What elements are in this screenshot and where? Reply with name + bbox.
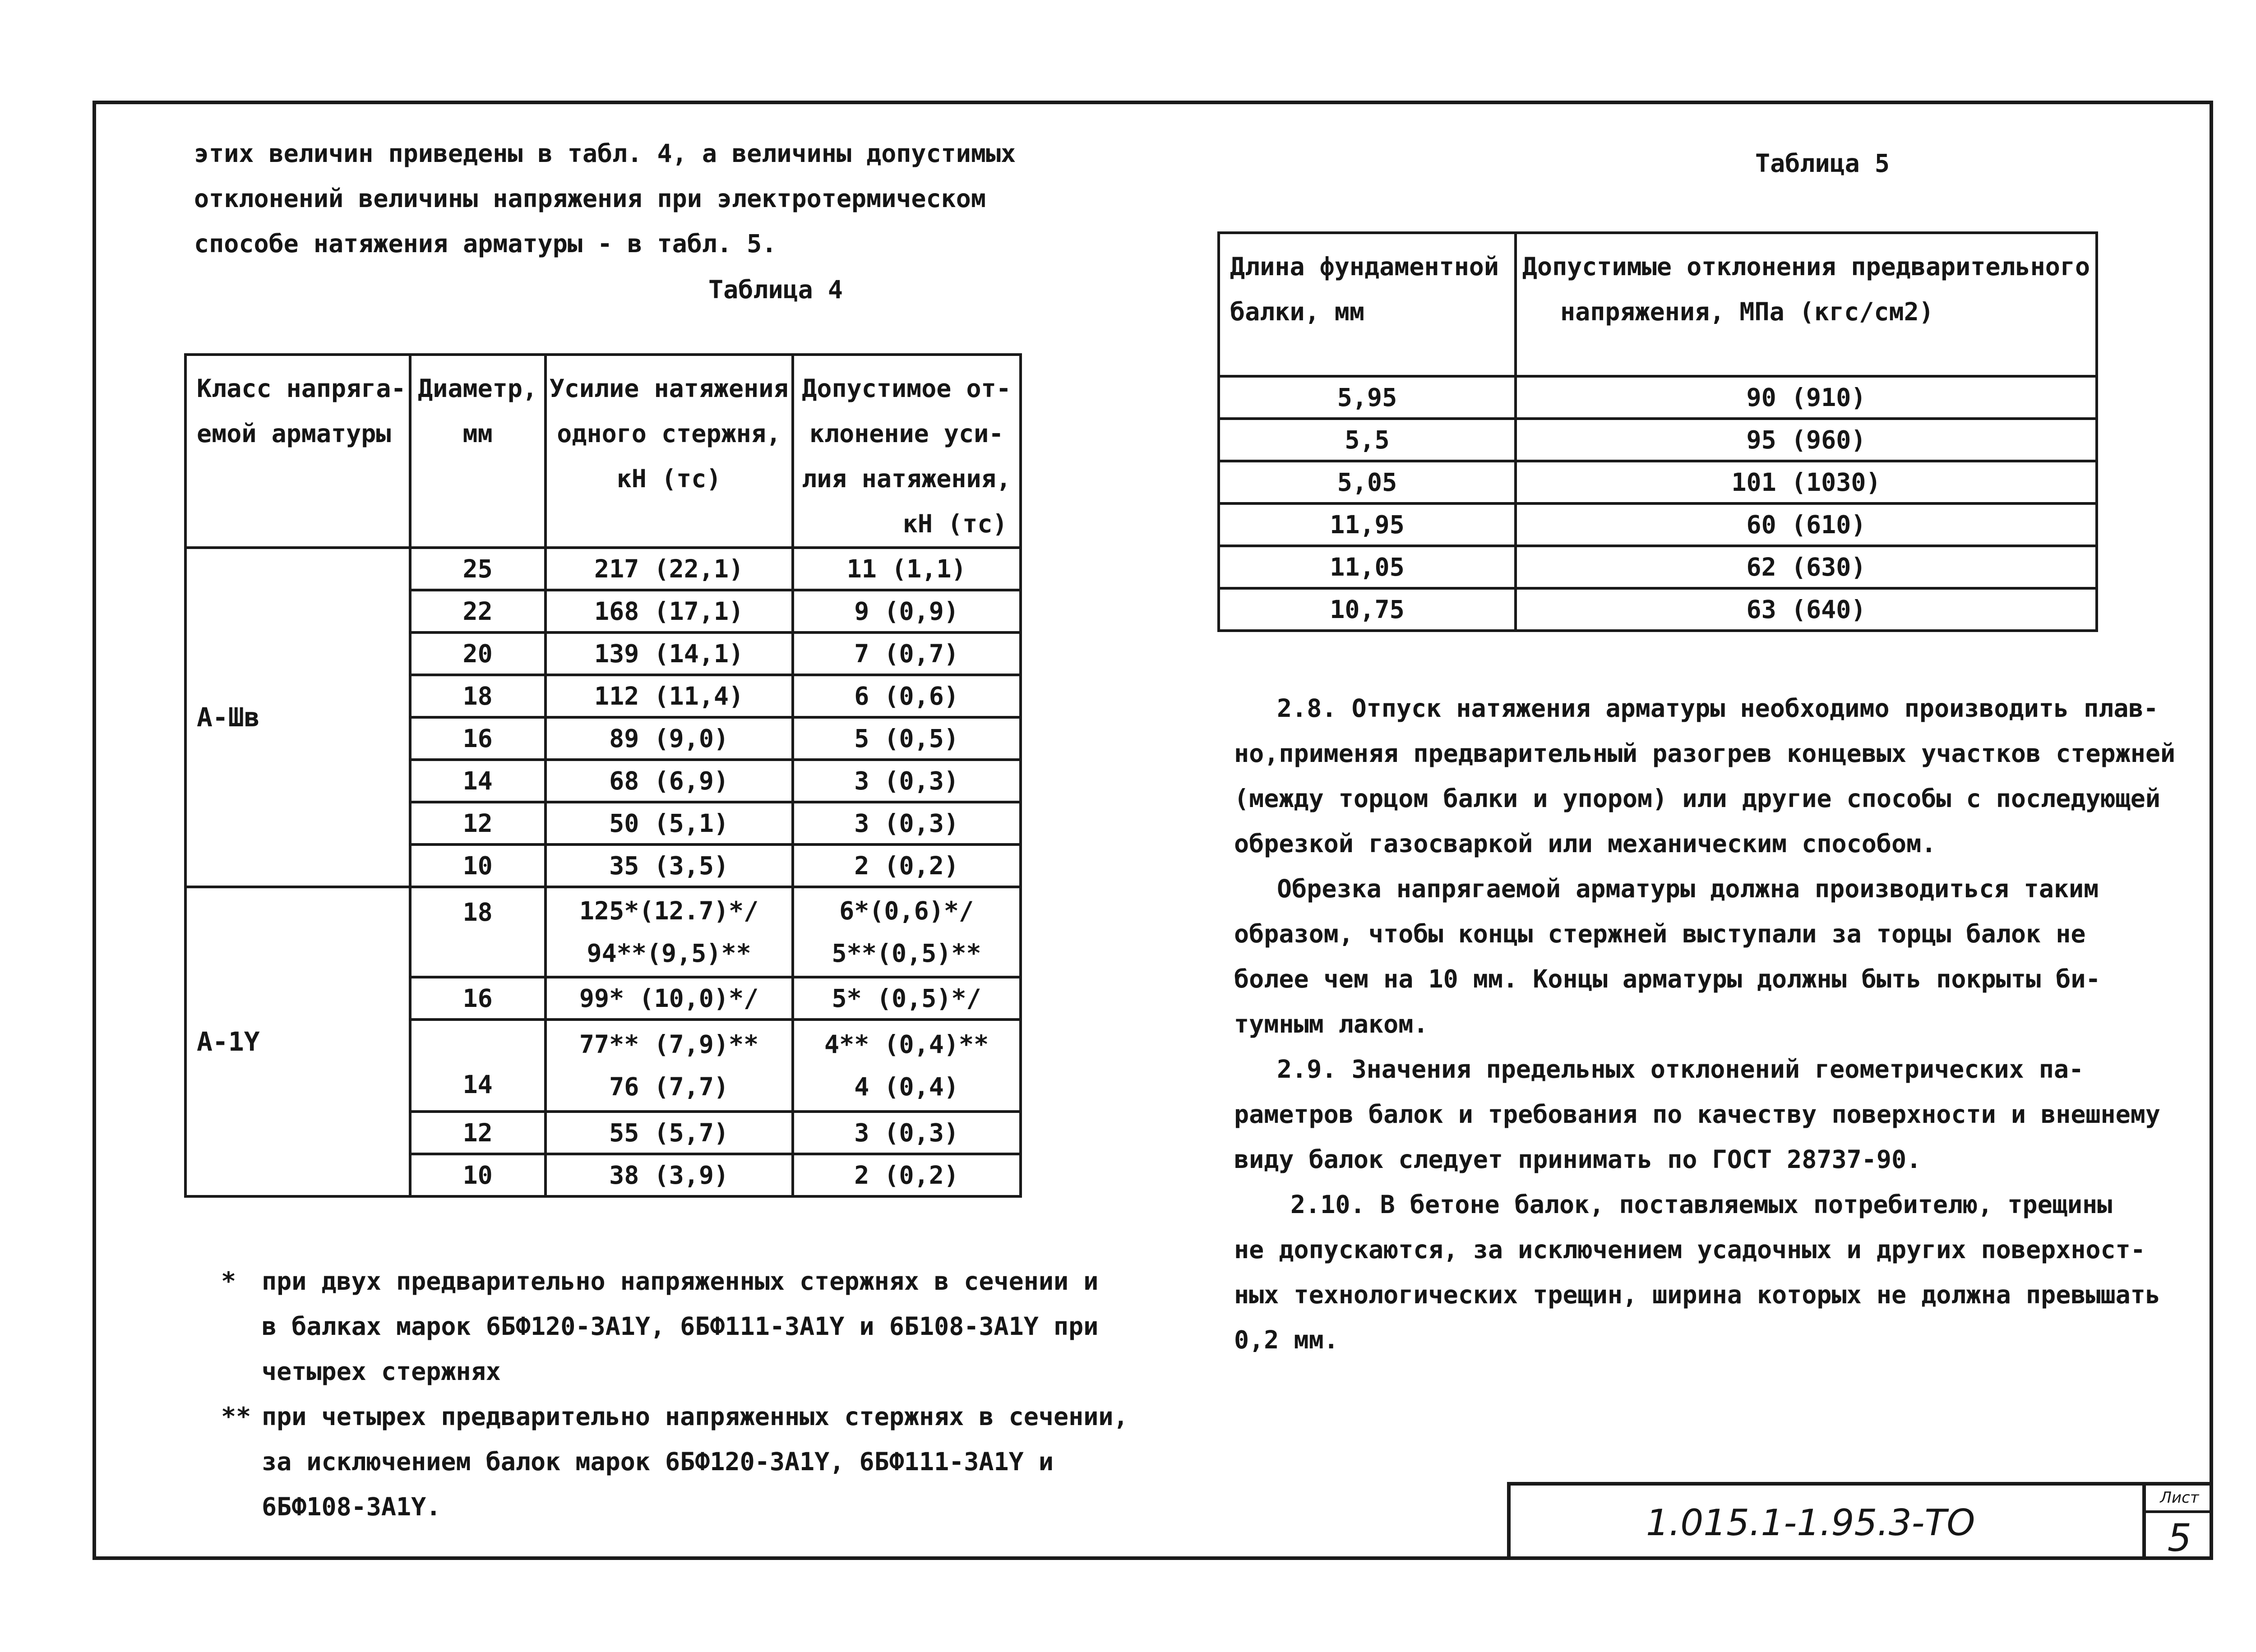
table4-header-force: Усилие натяжения одного стержня, кН (тс) [546,355,793,548]
para-cut-line: более чем на 10 мм. Концы арматуры должны быть покрыты би- [1234,964,2101,993]
para-2-8-line: 2.8. Отпуск натяжения арматуры необходимо производить плав- [1277,694,2159,723]
table4-force: 125*(12.7)*/ 94**(9,5)** [546,887,793,977]
table-4 [184,353,1022,1198]
table5-deviation: 62 (630) [1516,546,2097,588]
table4-deviation: 6*(0,6)*/ 5**(0,5)** [793,887,1021,977]
footnote-line: 6БФ108-3А1Y. [262,1492,441,1521]
footnote [221,1394,1128,1529]
table4-deviation: 6 (0,6) [793,675,1021,717]
footnote-line: при двух предварительно напряженных стержнях в сечении и [262,1267,1099,1296]
table4-diameter: 12 [410,1112,546,1154]
table4-diameter: 18 [410,675,546,717]
para-2-10-line: 2.10. В бетоне балок, поставляемых потребителю, трещины [1290,1190,2113,1219]
table4-diameter: 14 [410,760,546,802]
table4-force: 77** (7,9)** 76 (7,7) [546,1020,793,1112]
sheet-label: Лист [2146,1486,2213,1513]
table4-diameter: 16 [410,717,546,760]
table4-force: 112 (11,4) [546,675,793,717]
table4-diameter: 10 [410,1154,546,1196]
para-2-9-line: раметров балок и требования по качеству поверхности и внешнему [1234,1100,2160,1129]
table4-caption: Таблица 4 [708,275,843,304]
table4-force: 38 (3,9) [546,1154,793,1196]
intro-line-3: способе натяжения арматуры - в табл. 5. [194,229,777,258]
table5-deviation: 95 (960) [1516,419,2097,461]
table5-deviation: 63 (640) [1516,588,2097,631]
para-cut-line: Обрезка напрягаемой арматуры должна производиться таким [1277,874,2099,903]
table5-deviation: 60 (610) [1516,503,2097,546]
table4-deviation: 2 (0,2) [793,1154,1021,1196]
table4-deviation: 5 (0,5) [793,717,1021,760]
table5-length: 11,95 [1219,503,1516,546]
table-row [185,887,1021,977]
table-row [1219,546,2097,588]
table4-force: 50 (5,1) [546,802,793,844]
table4-footnotes [221,1259,1128,1529]
table5-header-length: Длина фундаментной балки, мм [1219,233,1516,376]
table5-length: 10,75 [1219,588,1516,631]
footnote-line: при четырех предварительно напряженных стержнях в сечении, [262,1402,1128,1431]
table4-header-row [185,355,1021,548]
footnote-line: в балках марок 6БФ120-3А1Y, 6БФ111-3А1Y и 6Б108-3А1Y при [262,1312,1099,1341]
para-2-8-line: обрезкой газосваркой или механическим способом. [1234,829,1937,858]
table4-force: 55 (5,7) [546,1112,793,1154]
table4-deviation: 11 (1,1) [793,548,1021,590]
para-2-9-line: виду балок следует принимать по ГОСТ 28737-90. [1234,1145,1922,1174]
table5-header-deviation: Допустимые отклонения предварительного напряжения, МПа (кгс/см2) [1516,233,2097,376]
table4-diameter: 16 [410,977,546,1020]
para-2-9-line: 2.9. Значения предельных отклонений геометрических па- [1277,1055,2084,1084]
sheet-box [2142,1482,2213,1560]
table4-force: 68 (6,9) [546,760,793,802]
document-code: 1.015.1-1.95.3-ТО [1507,1482,2142,1560]
footnote-line: четырех стержнях [262,1357,501,1386]
table4-diameter: 12 [410,802,546,844]
table4-diameter: 18 [410,887,546,977]
table4-force: 89 (9,0) [546,717,793,760]
table-row [1219,461,2097,503]
para-cut-line: образом, чтобы концы стержней выступали за торцы балок не [1234,919,2086,948]
footnote-mark: * [221,1267,236,1296]
table4-class-a: А-Шв [185,548,410,887]
table4-force: 35 (3,5) [546,844,793,887]
para-2-10-line: 0,2 мм. [1234,1325,1339,1354]
table-row [1219,376,2097,419]
footnote [221,1259,1128,1394]
table4-diameter: 25 [410,548,546,590]
table5-header-row [1219,233,2097,376]
table-row [1219,503,2097,546]
table4-deviation: 2 (0,2) [793,844,1021,887]
para-2-8-line: но,применяя предварительный разогрев концевых участков стержней [1234,739,2176,768]
table4-diameter: 14 [410,1020,546,1112]
table4-diameter: 22 [410,590,546,632]
table4-deviation: 9 (0,9) [793,590,1021,632]
table-row [185,548,1021,590]
table4-header-deviation: Допустимое от- клонение уси- лия натяжения, кН (тс) [793,355,1021,548]
table4-deviation: 3 (0,3) [793,760,1021,802]
intro-line-1: этих величин приведены в табл. 4, а величины допустимых [194,139,1016,168]
table4-force: 99* (10,0)*/ [546,977,793,1020]
footnote-line: за исключением балок марок 6БФ120-3А1Y, 6БФ111-3А1Y и [262,1447,1054,1476]
table4-deviation: 7 (0,7) [793,632,1021,675]
table4-deviation: 3 (0,3) [793,1112,1021,1154]
para-cut-line: тумным лаком. [1234,1010,1428,1038]
table4-header-class: Класс напряга- емой арматуры [185,355,410,548]
title-block [1507,1482,2213,1560]
table5-length: 5,95 [1219,376,1516,419]
table4-force: 139 (14,1) [546,632,793,675]
sheet-number: 5 [2167,1516,2192,1560]
table4-force: 168 (17,1) [546,590,793,632]
table5-length: 11,05 [1219,546,1516,588]
table4-deviation: 5* (0,5)*/ [793,977,1021,1020]
para-2-10-line: ных технологических трещин, ширина которых не должна превышать [1234,1280,2160,1309]
table5-length: 5,5 [1219,419,1516,461]
para-2-8-line: (между торцом балки и упором) или другие способы с последующей [1234,784,2160,813]
table5-length: 5,05 [1219,461,1516,503]
table4-deviation: 4** (0,4)** 4 (0,4) [793,1020,1021,1112]
para-2-10-line: не допускаются, за исключением усадочных и других поверхност- [1234,1235,2145,1264]
intro-line-2: отклонений величины напряжения при электротермическом [194,184,986,213]
table4-class-b: А-1Y [185,887,410,1196]
table-row [1219,588,2097,631]
table4-deviation: 3 (0,3) [793,802,1021,844]
table-row [1219,419,2097,461]
table4-diameter: 10 [410,844,546,887]
table4-header-diameter: Диаметр, мм [410,355,546,548]
table5-deviation: 90 (910) [1516,376,2097,419]
table4-force: 217 (22,1) [546,548,793,590]
footnote-mark: ** [221,1402,251,1431]
table-5 [1217,231,2098,632]
table5-deviation: 101 (1030) [1516,461,2097,503]
table5-caption: Таблица 5 [1755,149,1890,178]
table4-diameter: 20 [410,632,546,675]
